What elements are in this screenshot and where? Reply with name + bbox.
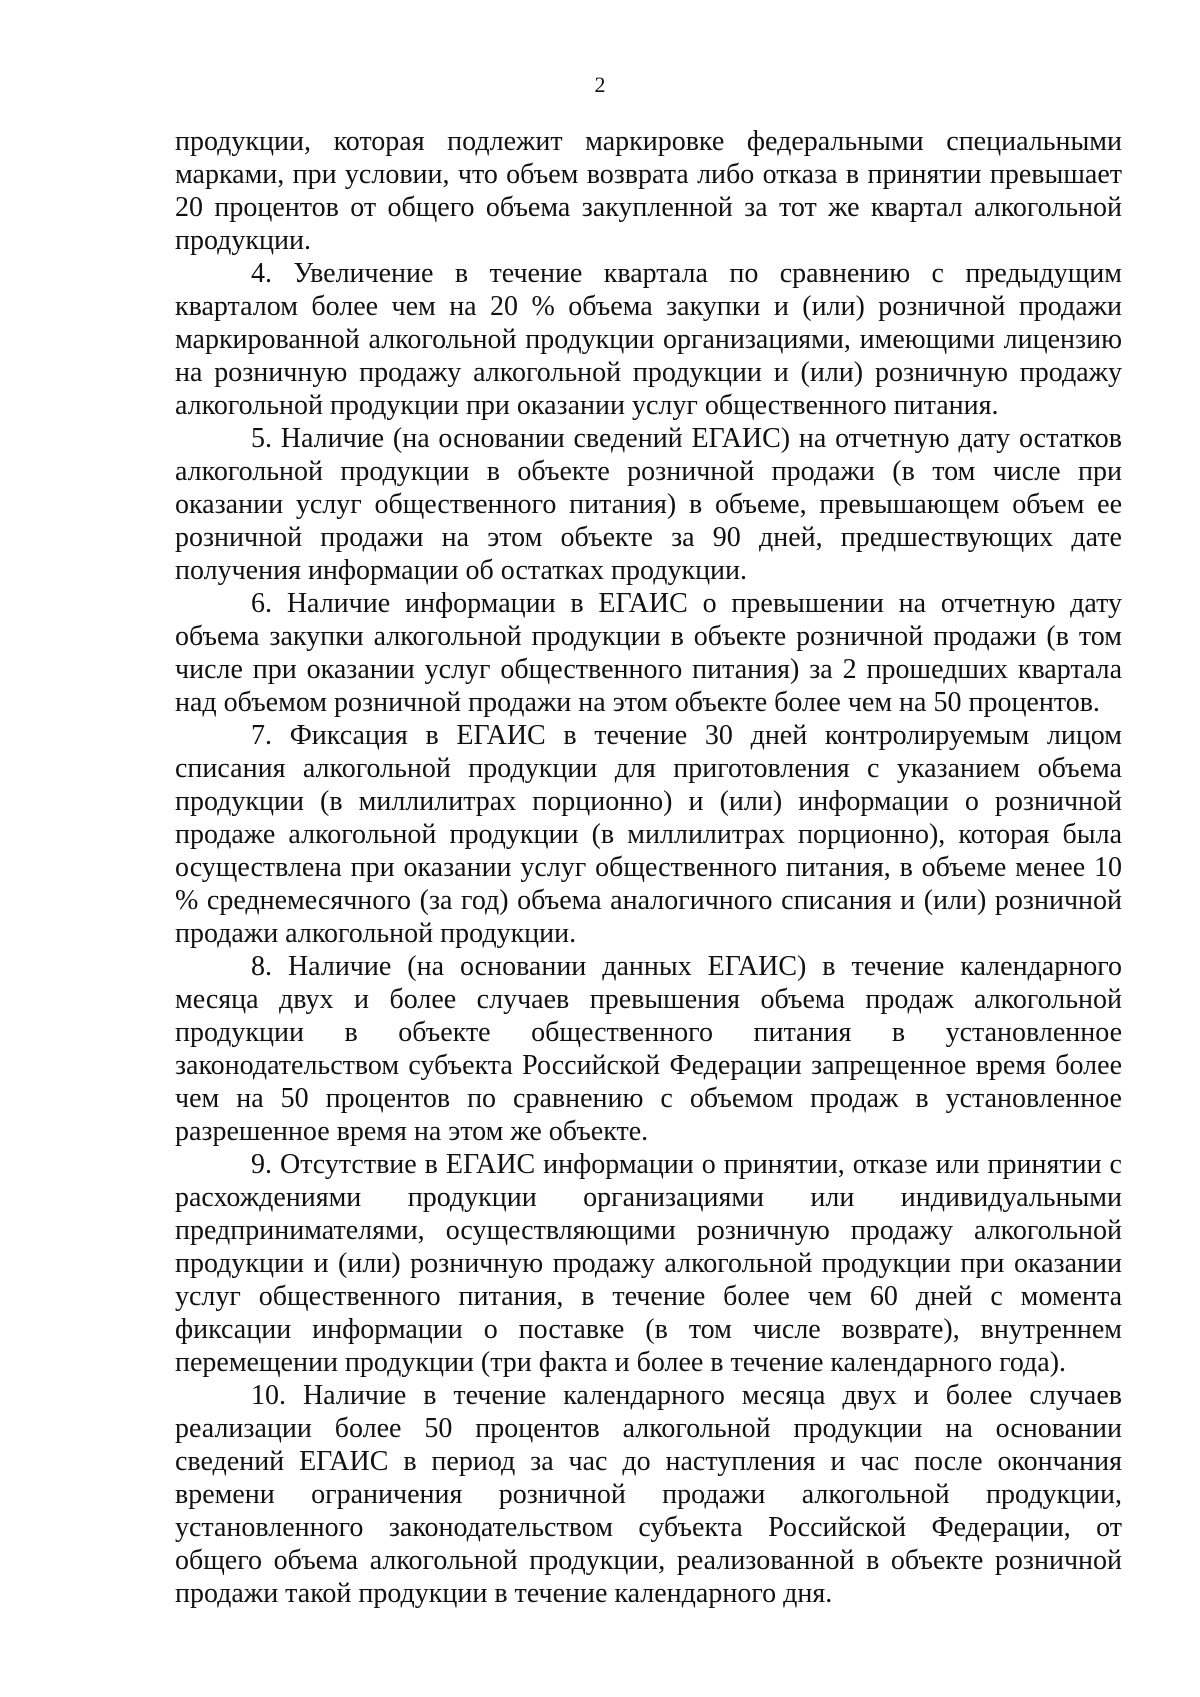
- paragraph-item-5: 5. Наличие (на основании сведений ЕГАИС) на отчетную дату остатков алкогольной продукции в объекте розничной продажи (в том числе при оказании услуг общественного питания) в объеме, превышающем объем ее розничной продажи на этом объекте за 90 дней, предшествующих дате получения информации об остатках продукции.: [175, 423, 1122, 586]
- paragraph-item-8: 8. Наличие (на основании данных ЕГАИС) в течение календарного месяца двух и более случаев превышения объема продаж алкогольной продукции в объекте общественного питания в установленное законодательством субъекта Российской Федерации запрещенное время более чем на 50 процентов по сравнению с объемом продаж в установленное разрешенное время на этом же объекте.: [175, 951, 1122, 1147]
- paragraph-item-10: 10. Наличие в течение календарного месяца двух и более случаев реализации более 50 процентов алкогольной продукции на основании сведений ЕГАИС в период за час до наступления и час после окончания времени ограничения розничной продажи алкогольной продукции, установленного законодательством субъекта Российской Федерации, от общего объема алкогольной продукции, реализованной в объекте розничной продажи такой продукции в течение календарного дня.: [175, 1380, 1122, 1609]
- paragraph-item-9: 9. Отсутствие в ЕГАИС информации о принятии, отказе или принятии с расхождениями продукции организациями или индивидуальными предпринимателями, осуществляющими розничную продажу алкогольной продукции и (или) розничную продажу алкогольной продукции при оказании услуг общественного питания, в течение более чем 60 дней с момента фиксации информации о поставке (в том числе возврате), внутреннем перемещении продукции (три факта и более в течение календарного года).: [175, 1149, 1122, 1378]
- paragraph-item-6: 6. Наличие информации в ЕГАИС о превышении на отчетную дату объема закупки алкогольной продукции в объекте розничной продажи (в том числе при оказании услуг общественного питания) за 2 прошедших квартала над объемом розничной продажи на этом объекте более чем на 50 процентов.: [175, 588, 1122, 718]
- paragraph-item-4: 4. Увеличение в течение квартала по сравнению с предыдущим кварталом более чем на 20 % объема закупки и (или) розничной продажи маркированной алкогольной продукции организациями, имеющими лицензию на розничную продажу алкогольной продукции и (или) розничную продажу алкогольной продукции при оказании услуг общественного питания.: [175, 258, 1122, 421]
- page-number: 2: [594, 72, 606, 97]
- paragraph-item-7: 7. Фиксация в ЕГАИС в течение 30 дней контролируемым лицом списания алкогольной продукции для приготовления с указанием объема продукции (в миллилитрах порционно) и (или) информации о розничной продаже алкогольной продукции (в миллилитрах порционно), которая была осуществлена при оказании услуг общественного питания, в объеме менее 10 % среднемесячного (за год) объема аналогичного списания и (или) розничной продажи алкогольной продукции.: [175, 720, 1122, 949]
- paragraph-continuation: продукции, которая подлежит маркировке федеральными специальными марками, при условии, что объем возврата либо отказа в принятии превышает 20 процентов от общего объема закупленной за тот же квартал алкогольной продукции.: [175, 126, 1122, 256]
- document-body: [175, 125, 1122, 1610]
